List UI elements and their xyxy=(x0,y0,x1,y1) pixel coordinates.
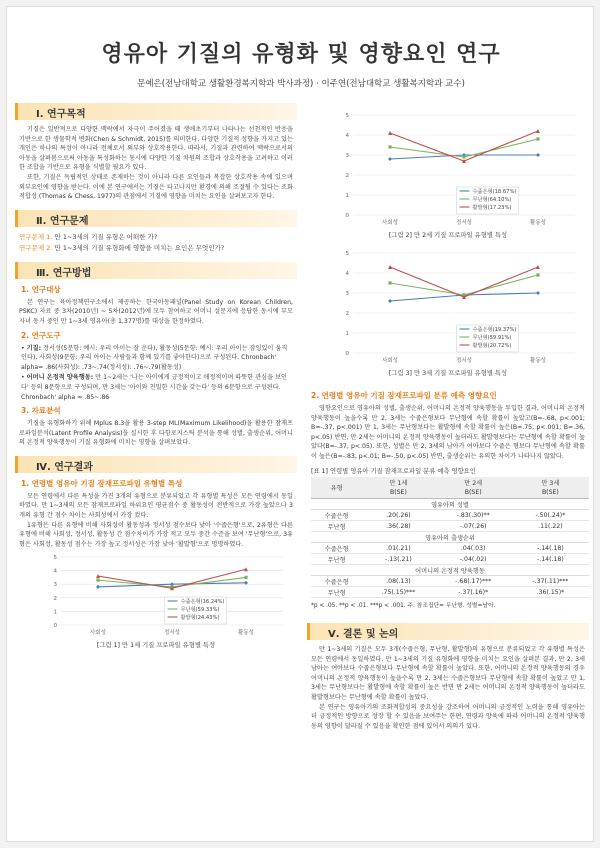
table-header-age2: 만 2세 xyxy=(435,477,512,488)
legend-label: 무난형(64.10%) xyxy=(472,197,512,203)
research-question-1 xyxy=(15,232,297,243)
table-row-label: 수줍은형 xyxy=(311,576,362,587)
table-cell: .08(.13) xyxy=(362,576,434,587)
method-paragraph-1: 본 연구는 육아정책연구소에서 제공하는 한국아동패널(Panel Study on Korean Children, PSKC) 자료 중 3차(2010년) ~ 5차(2012년)에 모두 참여하고 어머니 설문지에 응답한 동시에 부모자녀 동거 중인 만 1~3세 영유아(총 1,377명)를 대상을 한정하였다. xyxy=(19,298,293,325)
y-tick-label: 0 xyxy=(53,623,57,630)
legend-label: 활발형(20.72%) xyxy=(472,343,512,349)
data-point xyxy=(536,137,539,140)
table-group-header: 어머니의 온정적 양육행동 xyxy=(311,565,589,576)
data-point xyxy=(536,153,540,157)
y-tick-label: 2 xyxy=(53,596,57,603)
table-cell: .36(.28) xyxy=(362,521,434,532)
table-cell: .11(.22) xyxy=(512,521,589,532)
results-paragraph-3: 영향요인으로 영유아의 성별, 출생순위, 어머니의 온정적 양육행동을 투입한 결과, 어머니의 온정적 양육행동이 높을수록 만 2, 3세는 수줍은형보다 무난형에 속할 확률이 높았고(B=-.68, p<.001; B=-.37, p<.001) 만 1, 3세는 무난형보다는 활발형에 속할 확률이 높은(B=.75, p<.001; B=.36, p<.05) 반면, 만 2세는 어머니의 온정적 양육행동이 높더라도 활발형보다는 무난형에 속할 확률이 높았다(B=-.37, p<.05). 또한, 성별은 만 2, 3세의 남아가 여아보다 수줍은 형보다 무난형에 속할 확률이 높은(B=-.83, p<.01; B=-.50, p<.05) 반면, 출생순위는 유의한 차이가 나타나지 않았다. xyxy=(311,405,585,460)
section-purpose-heading: Ⅰ. 연구목적 xyxy=(15,103,297,120)
y-tick-label: 4 xyxy=(345,271,349,277)
x-tick-label: 사회성 xyxy=(90,630,106,637)
right-column xyxy=(307,107,589,731)
data-point xyxy=(388,281,391,284)
table-note: *p < .05. **p < .01. ***p < .001. 주. 참조집단= 무난형. 성별=남아. xyxy=(311,603,496,610)
instrument-temperament: • 기질: 정서성(5문항: 예시: 우리 아이는 잘 운다), 활동성(5문항: 예시: 우리 아이는 잠잉있이 움직인다), 사회성(9문항: 우리 아이는 사람들과 함께 있기를 좋아한다)으로 구성된다. Chronbach' alpha= .86(사회성): .73~.74(정서성): .76~.79(활동성) xyxy=(21,344,288,371)
table-header-stat: B(SE) xyxy=(362,488,434,499)
table-row xyxy=(311,587,589,598)
instrument-temperament-label: 기질: xyxy=(26,344,42,352)
instrument-temperament-text: 정서성(5문항: 예시: 우리 아이는 잘 운다), 활동성(5문항: 예시: 우리 아이는 잠잉있이 움직인다), 사회성(9문항: 우리 아이는 사람들과 함께 있기를 좋아한다)으로 구성된다. Chronbach' alpha= .86(사회성): .73~.74(정서성): .76~.79(활동성) xyxy=(21,344,288,371)
table-cell: .36(.15)* xyxy=(512,587,589,598)
poster-title: 영유아 기질의 유형화 및 영향요인 연구 xyxy=(101,42,501,67)
table-row-label: 무난형 xyxy=(311,587,362,598)
y-tick-label: 4 xyxy=(53,569,57,576)
data-point xyxy=(388,145,391,148)
chart-age2 xyxy=(307,107,589,229)
table-body xyxy=(311,499,589,598)
research-question-2 xyxy=(15,243,297,254)
x-tick-label: 정서성 xyxy=(164,630,180,637)
y-tick-label: 2 xyxy=(345,173,349,179)
x-tick-label: 활동성 xyxy=(530,220,546,226)
y-tick-label: 2 xyxy=(345,311,349,317)
poster xyxy=(6,6,594,842)
legend-label: 활발형(17.23%) xyxy=(472,205,512,211)
conclusion-paragraph-1: 만 1~3세의 기질은 모두 3개(수줍은형, 무난형, 활발형)의 유형으로 분류되었고 각 유형별 특성은 모든 연령에서 동일하였다. 만 1~3세의 기질 유형화에 영향을 미치는 요인을 살펴본 결과, 만 2, 3세 남아는 여아보다 수줍은형보다 무난형에 속할 확률이 높았다. 또한, 어머니의 온정적 양육행동의 경우 어머니의 온정적 양육행동이 높을수록 만 2, 3세는 수줍은형보다 무난형에 속할 확률이 높았고 만 1, 3세는 무난형보다는 활발형에 속할 확률이 높은 반면 만 2세는 어머니의 온정적 양육행동이 높더라도 활발형보다는 무난형에 속할 확률이 높았다. xyxy=(311,646,585,702)
table-group-header: 영유아의 출생순위 xyxy=(311,532,589,543)
table-row xyxy=(311,543,589,554)
table-row xyxy=(311,554,589,565)
table-cell: -.13(.21) xyxy=(362,554,434,565)
data-point xyxy=(96,585,100,589)
data-point xyxy=(462,155,465,158)
legend-label: 수줍은형(16.24%) xyxy=(180,599,225,606)
table-row-label: 무난형 xyxy=(311,521,362,532)
table-cell: .04(.03) xyxy=(435,543,512,554)
table-header-age3: 만 3세 xyxy=(512,477,589,488)
series-line xyxy=(390,275,538,295)
data-point xyxy=(536,273,539,276)
results-table xyxy=(311,477,589,599)
table-cell: -.04(.02) xyxy=(435,554,512,565)
table-row-label: 수줍은형 xyxy=(311,510,362,521)
instrument-parenting-text: 만 1~2세는 '나는 아이에게 긍정적이고 애정적이며 따뜻한 관심을 보인다' 등의 8문항으로 구성되며, 만 3세는 '아이와 친밀한 시간을 갖는다' 등의 6문항으로 구성된다. Chronbach' alpha = .85~.86 xyxy=(21,374,288,401)
method-paragraph-3: 기질을 유형화하기 위해 Mplus 8.3을 활용 3-step ML(Maximum Likelihood)을 활용한 잠재프로파일분석(Latent Profile Analysis)을 실시한 후 다항로지스틱 분석을 통해 성별, 출생순위, 어머니의 온정적 양육행동이 기질 유형화에 미치는 영향을 살펴보았다. xyxy=(19,420,293,447)
conclusion-paragraph-2: 본 연구는 영유아기의 조화적합성의 중요성을 강조하여 어머니의 긍정적인 노력을 통해 영유아는 더 긍정적인 방향으로 성장 할 수 있음을 보여주는 한편, 연령과 양육에 따라 어머니의 온정적 양육행동의 영향이 달라질 수 있음을 확인한 점에 있어서 의의가 있다. xyxy=(311,703,585,730)
table-caption: [표 1] 연령별 영유아 기질 잠재프로파일 분류 예측 영향요인 xyxy=(311,467,476,475)
y-tick-label: 3 xyxy=(53,582,57,589)
x-tick-label: 활동성 xyxy=(530,358,546,364)
y-tick-label: 0 xyxy=(345,351,349,357)
data-point xyxy=(244,576,247,579)
results-sub-2: 2. 연령별 영유아 기질 잠재프로파일 분류 예측 영향요인 xyxy=(311,391,497,400)
y-tick-label: 1 xyxy=(53,609,57,616)
x-tick-label: 사회성 xyxy=(382,358,398,364)
series-line xyxy=(390,267,538,297)
instrument-list xyxy=(15,344,297,403)
table-row-label: 무난형 xyxy=(311,554,362,565)
x-tick-label: 활동성 xyxy=(238,630,254,637)
section-questions-heading: Ⅱ. 연구문제 xyxy=(15,210,297,227)
rq2-text: 만 1~3세의 기질 유형화에 영향을 미치는 요인은 무엇인가? xyxy=(54,243,225,252)
legend-label: 무난형(59.33%) xyxy=(180,607,220,614)
authors: 문예은(전남대학교 생활환경복지학과 박사과정) · 이주연(전남대학교 생활복지학과 교수) xyxy=(137,79,465,89)
y-tick-label: 5 xyxy=(345,113,349,119)
left-column xyxy=(15,103,297,649)
section-conclusion-heading: Ⅴ. 결론 및 논의 xyxy=(307,623,589,640)
data-point xyxy=(96,579,99,582)
x-tick-label: 사회성 xyxy=(382,220,398,226)
table-header-age1: 만 1세 xyxy=(362,477,434,488)
figure-3 xyxy=(307,245,589,377)
results-paragraph-1: 모든 연령에서 다른 특성을 가진 3개의 유형으로 분류되었고 각 유형별 특성은 모든 연령에서 동일하였다. 만 1~3세의 모든 잠재프로파일 하위요인 평균점수 중 활동성이 전반적으로 가장 높았으나 3개의 유형 간 점수 차이는 사회성에서 가장 컸다. xyxy=(19,492,293,520)
x-tick-label: 정서성 xyxy=(456,220,472,226)
table-header-stat: B(SE) xyxy=(435,488,512,499)
figure-2 xyxy=(307,107,589,239)
figure-2-caption: [그림 2] 만 2세 기질 프로파일 유형별 특성 xyxy=(388,232,508,239)
table-cell: -.14(.18) xyxy=(512,554,589,565)
section-method-heading: Ⅲ. 연구방법 xyxy=(15,262,297,279)
table-header-type: 유형 xyxy=(311,477,362,499)
table-cell: -.68(.17)*** xyxy=(435,576,512,587)
table-cell: -.50(.24)* xyxy=(512,510,589,521)
table-cell: -.37(.16)* xyxy=(435,587,512,598)
y-tick-label: 4 xyxy=(345,133,349,139)
table-row xyxy=(311,576,589,587)
table-cell: -.07(.26) xyxy=(435,521,512,532)
legend-label: 무난형(59.91%) xyxy=(472,335,512,341)
rq1-text: 만 1~3세의 기질 유형은 어떠한 가? xyxy=(54,232,158,241)
y-tick-label: 1 xyxy=(345,331,349,337)
figure-3-caption: [그림 3] 만 3세 기질 프로파일 유형별 특성 xyxy=(388,370,508,377)
table-row xyxy=(311,521,589,532)
rq1-label: 연구문제 1. xyxy=(19,232,53,241)
table-header-stat: B(SE) xyxy=(512,488,589,499)
instrument-parenting: • 어머니 온정적 양육행동: 만 1~2세는 '나는 아이에게 긍정적이고 애정적이며 따뜻한 관심을 보인다' 등의 8문항으로 구성되며, 만 3세는 '아이와 친밀한 시간을 갖는다' 등의 6문항으로 구성된다. Chronbach' alpha = .85~.86 xyxy=(21,374,288,401)
y-tick-label: 3 xyxy=(345,153,349,159)
purpose-paragraph-2: 또한, 기질은 독립적인 상태로 존재하는 것이 아니라 다른 요인들과 복잡한 상호작용 속에 있으며 외부요인에 영향을 받는다. 이에 본 연구에서는 기질은 타고나지만 환경에 의해 조절될 수 있다는 조화적합성 (Thomas & Chess, 1977)의 관점에서 기질에 영향을 미치는 요인을 살펴보고자 한다. xyxy=(19,173,293,201)
data-point xyxy=(388,299,392,303)
table-cell: .75(.15)*** xyxy=(362,587,434,598)
rq2-label: 연구문제 2. xyxy=(19,243,53,252)
method-sub-3: 3. 자료분석 xyxy=(21,406,61,416)
legend-label: 수줍은형(19.37%) xyxy=(472,327,517,333)
instrument-parenting-label: 어머니 온정적 양육행동: xyxy=(26,374,94,382)
chart-age3 xyxy=(307,245,589,367)
x-tick-label: 정서성 xyxy=(456,358,472,364)
results-paragraph-2: 1유형은 다른 유형에 비해 사회성이 활동성과 정서성 점수보다 낮아 '수줍은형'으로, 2유형은 다른 유형에 비해 사회성, 정서성, 활동성 간 점수차이가 가장 적고 모두 중간 수준을 보여 '무난형'으로, 3유형은 사회성, 활동성 점수는 가장 높고 정서성은 가장 낮아 '활발형'으로 명명하였다. xyxy=(19,521,293,548)
table-cell: -.14(.18) xyxy=(512,543,589,554)
purpose-paragraph-1: 기질은 일반적으로 다양한 맥락에서 자극이 주어졌을 때 생애초기부터 나타나는 선천적인 반응을 기반으로 한 생물학적 변화(Chen & Schmidt, 2015)를 의미한다. 다양한 기질적 성향을 가지고 있는 개인은 하나의 특성이 아니라 전체로서 외부와 상호작용한다. 따라서, 기질과 관련하여 맥락으로서의 아동을 살펴봄으로써 아동을 특성화하는 동시에 다양한 기질 차원의 조합과 상호작용을 고려하고 이러한 조합을 기반으로 유형을 식별할 필요가 있다. xyxy=(19,126,293,172)
table-row-label: 수줍은형 xyxy=(311,543,362,554)
results-sub-1: 1. 연령별 영유아 기질 잠재프로파일 유형별 특성 xyxy=(21,478,183,488)
section-results-heading: Ⅳ. 연구결과 xyxy=(15,456,297,473)
table-row xyxy=(311,510,589,521)
table-group-header: 영유아의 성별 xyxy=(311,499,589,510)
data-point xyxy=(536,291,540,295)
y-tick-label: 5 xyxy=(53,555,57,562)
y-tick-label: 0 xyxy=(345,213,349,219)
y-tick-label: 1 xyxy=(345,193,349,199)
table-cell: -.37(.11)*** xyxy=(512,576,589,587)
method-sub-2: 2. 연구도구 xyxy=(21,330,61,340)
method-sub-1: 1. 연구대상 xyxy=(21,284,61,294)
chart-age1 xyxy=(15,549,297,639)
y-tick-label: 5 xyxy=(345,251,349,257)
legend-label: 수줍은형(18.67%) xyxy=(472,189,517,195)
table-cell: .01(.21) xyxy=(362,543,434,554)
table-cell: .20(.26) xyxy=(362,510,434,521)
y-tick-label: 3 xyxy=(345,291,349,297)
figure-1 xyxy=(15,549,297,649)
data-point xyxy=(388,157,392,161)
figure-1-caption: [그림 1] 만 1세 기질 프로파일 유형별 특성 xyxy=(96,642,216,650)
table-cell: -.83(.30)** xyxy=(435,510,512,521)
legend-label: 활발형(24.43%) xyxy=(180,615,220,622)
